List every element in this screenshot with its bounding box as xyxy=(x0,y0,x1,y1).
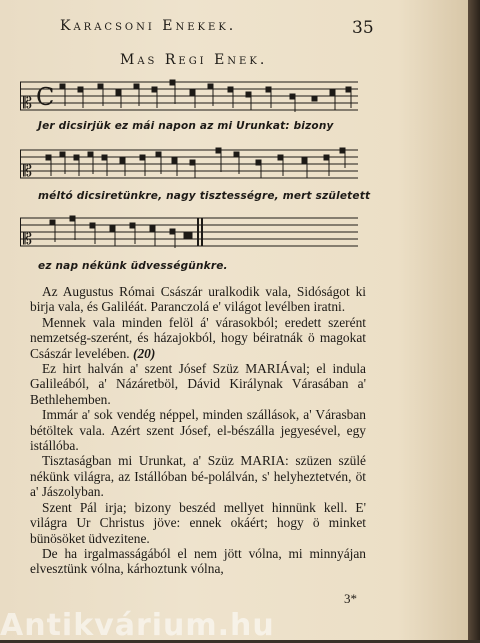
lyric-line-3: ez nap nékünk üdvességünkre. xyxy=(38,260,228,272)
verse-paragraph: Az Augustus Római Császár uralkodik vala, Sidóságot ki birja vala, és Galiléát. Paranczolá e' világot levélben iratni. xyxy=(30,284,366,315)
running-head: Karacsoni Enekek. xyxy=(60,18,237,34)
lyric-line-2: méltó dicsiretünkre, nagy tisztességre, mert született xyxy=(38,190,371,202)
verse-reference: (20) xyxy=(133,345,156,361)
verse-paragraph: Mennek vala minden felöl á' várasokból; eredett szerént nemzetség-szerént, és házajokból, hogy béiratnák ö magokat Császár levelében. (20) xyxy=(30,314,366,361)
common-time-symbol: C xyxy=(36,83,55,111)
music-staff-2 xyxy=(20,146,360,184)
clef-symbol: 𝄡 xyxy=(23,93,32,112)
page-number: 35 xyxy=(352,18,374,38)
music-staff-3 xyxy=(20,212,360,252)
lyric-line-1: Jer dicsirjük ez mái napon az mi Urunkat: bizony xyxy=(38,120,334,132)
watermark: Antikvárium.hu xyxy=(0,608,275,643)
verse-paragraph: Szent Pál irja; bizony beszéd mellyet hinnünk kell. E' világra Ur Christus jöve: ennek okáért; hogy ö minket bünösöket üdvezitene. xyxy=(30,499,366,546)
signature-mark: 3* xyxy=(344,591,357,606)
verse-paragraph: Immár a' sok vendég néppel, minden szállások, a' Várasban bétöltek vala. Azért szent Jósef, el-bészálla jegyesével, egy istállóba. xyxy=(30,407,366,454)
verse-paragraph: Ez hirt halván a' szent Jósef Szüz MARIÁval; el indula Galileából, a' Názáretböl, Dávid Királynak Várasában a' Bethlehemben. xyxy=(30,361,366,407)
music-staff-1 xyxy=(20,78,360,114)
clef-symbol: 𝄡 xyxy=(23,161,32,180)
book-edge xyxy=(468,0,480,640)
clef-symbol: 𝄡 xyxy=(23,229,32,248)
notes-staff-2 xyxy=(46,148,345,178)
verse-paragraph: Tisztaságban mi Urunkat, a' Szüz MARIA: szüzen szülé nékünk világra, az Istállóban bé-polálván, s' helyheztetvén, öt a' Jászolyban. xyxy=(30,453,366,500)
verse-text xyxy=(30,284,366,577)
verse-paragraph: De ha irgalmasságából el nem jött vólna, mi minnyájan elvesztünk vólna, kárhoztunk vólna, xyxy=(30,545,366,577)
song-title: Mas Regi Enek. xyxy=(120,52,268,68)
